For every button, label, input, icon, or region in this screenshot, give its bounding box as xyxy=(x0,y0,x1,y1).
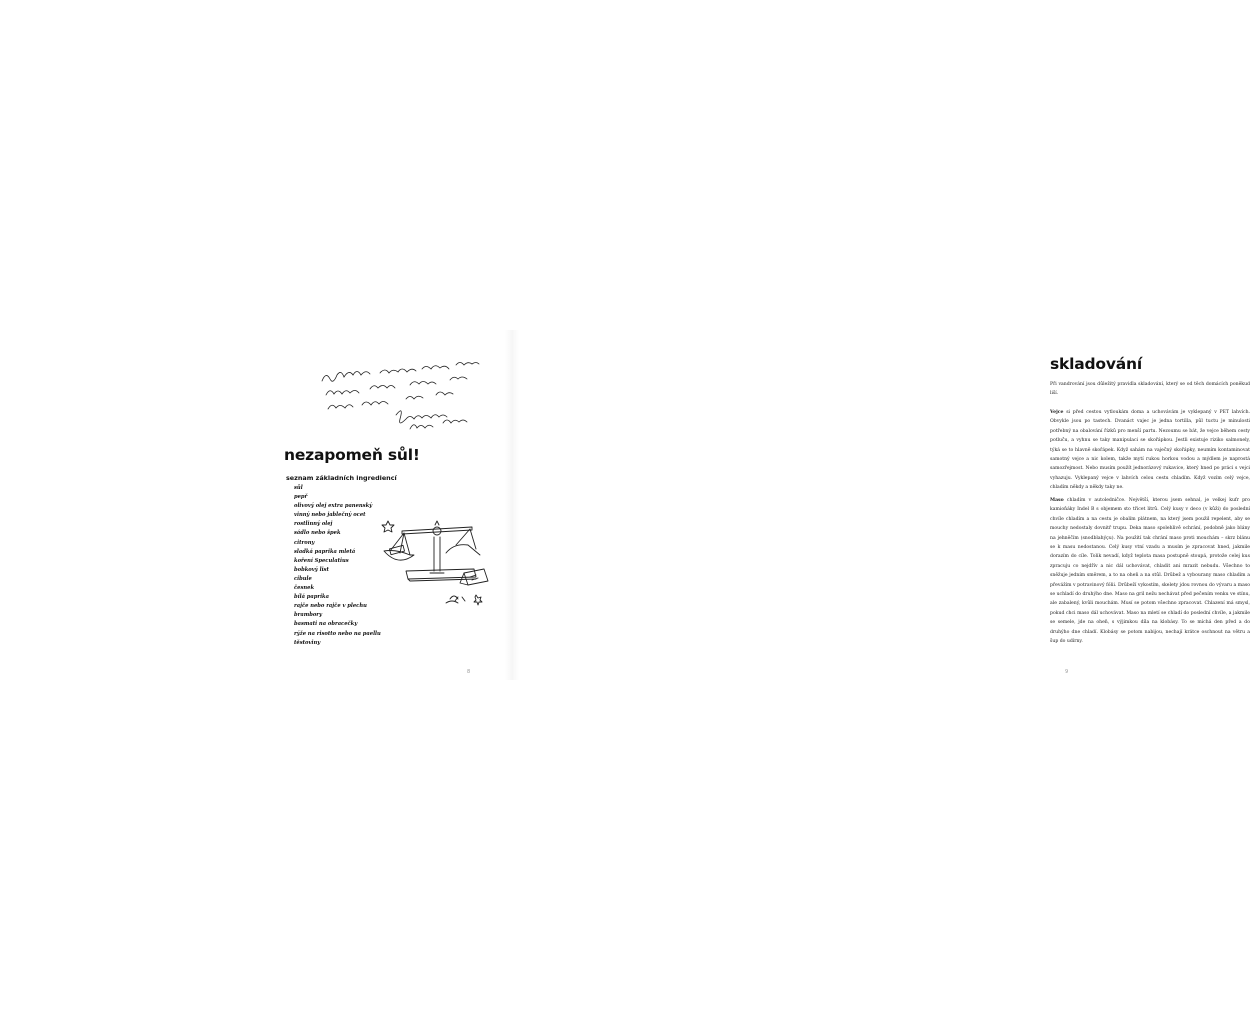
list-item: citrony xyxy=(294,539,315,546)
meat-paragraph xyxy=(1050,496,1250,647)
list-item: sádlo nebo špek xyxy=(294,530,341,537)
eggs-paragraph xyxy=(1050,408,1250,493)
list-item: vinný nebo jablečný ocet xyxy=(294,512,366,519)
right-page xyxy=(512,0,1250,1024)
page-number: 8 xyxy=(467,669,471,675)
paragraph-lead: Vejce xyxy=(1050,410,1064,415)
list-item: cibule xyxy=(294,575,312,582)
paragraph-body: chladím v autoledničce. Největší, kterou jsem sehnal, je velkej kufr pro kamioňáky Indel B s objemem sto třicet litrů. Celý kusy v deco (v kůži) do poslední chvíle chladím a na cestu je obalím plátnem, na který jsem použil repelent, aby se mouchy nedostaly dovnitř trupu. Deka maso spolehlivě ochrání, podobně jako blány na jehněčím (snodblahýçu). Na použití tak chrání maso proti mouchám – skrz blánu se k masu nedostanou. Celý kusy vtní vzadu a musím je zpracovat hned, jakmile dorazím do cíle. Tolik nevadí, když teplota masa postupně stoupá, protože celej kus zpracuju co nejdřív a nic dál uchovávat, chladit ani mrazit nebudu. Všechno to sněžuje jedním směrem, a to na oheň a na stůl. Drůbež a vybourany maso chladím a převážím v potravinový fólii. Drůbeží vykostím, skelety jdou rovnou do vývaru a maso se uchladí do druhýho dne. Maso na gril nežu nechávat před pečením venku ve stínu, ale zabalený, kvůli mouchám. Musí se potom všechno zpracovat. Chlazení má smysl, pokud chci maso dál uchovávat. Maso na mletí se chladí do poslední chvíle, a jakmile se semele, jde na oheň, s výjimkou díla na klobásy. To se míchá den před a do druhýho dne chladí. Klobásy se potom nabijou, nechají krátce oschnout na větru a šup do udírny. xyxy=(1050,498,1250,645)
list-item: těstoviny xyxy=(294,639,321,646)
list-item: pepř xyxy=(294,494,308,501)
list-item: sladká paprika mletá xyxy=(294,548,356,555)
list-item: rostlinný olej xyxy=(294,521,333,528)
intro-paragraph: Při vandrování jsou důležitý pravidla skladování, který se od těch domácích poněkud liší. xyxy=(1050,382,1250,397)
list-item: rajče nebo rajče v plechu xyxy=(294,603,367,610)
balance-scale-illustration xyxy=(376,515,496,615)
balance-scale-drawing xyxy=(376,515,496,615)
list-item: basmati na obracečky xyxy=(294,621,358,628)
handwritten-quote xyxy=(318,355,486,435)
list-item: brambory xyxy=(294,612,323,619)
page-heading: skladování xyxy=(1050,355,1142,373)
left-page xyxy=(0,0,512,1024)
list-item: rýže na risotto nebo na paellu xyxy=(294,630,381,637)
page-heading: nezapomeň sůl! xyxy=(284,446,420,464)
list-item: koření Speculatius xyxy=(294,557,349,564)
page-number: 9 xyxy=(1065,669,1069,675)
list-item: sůl xyxy=(294,485,303,491)
list-item: olivový olej extra panenský xyxy=(294,503,373,510)
ingredient-list-title: seznam základních ingrediencí xyxy=(286,474,397,482)
list-item: bílá paprika xyxy=(294,594,330,601)
list-item: bobkový list xyxy=(294,566,329,573)
paragraph-lead: Maso xyxy=(1050,498,1064,503)
list-item: česnek xyxy=(294,585,315,592)
paragraph-body: si před cestou vytloukám doma a uchovávám je vyklepaný v PET lahvích. Obvykle jsou po tastech. Dvanáct vajec je jedna tortilla, půl tuctu je minulosti potřebný na obalování řízků pro menší partu. Nezoumu se bát, že vejce během cesty potluču, a vyhnu se taky manipulaci se skořápkou. Jestli existuje riziko salmonely, týká se to hlavně skořápek. Když sahám na vaječný skořápky, neumím kontaminovat samotný vejce a nic kolem, takže mytí rukou horkou vodou a mýdlem je naprostá samozřejmost. Nebo musím použít jednorázový rukavice, který hned po práci s vejci vyhazuju. Vyklepaný vejce v lahvích celou cestu chladím. Když vozím celý vejce, chladím někdy a někdy taky ne. xyxy=(1050,410,1250,491)
handwritten-quote-drawing xyxy=(318,355,486,435)
